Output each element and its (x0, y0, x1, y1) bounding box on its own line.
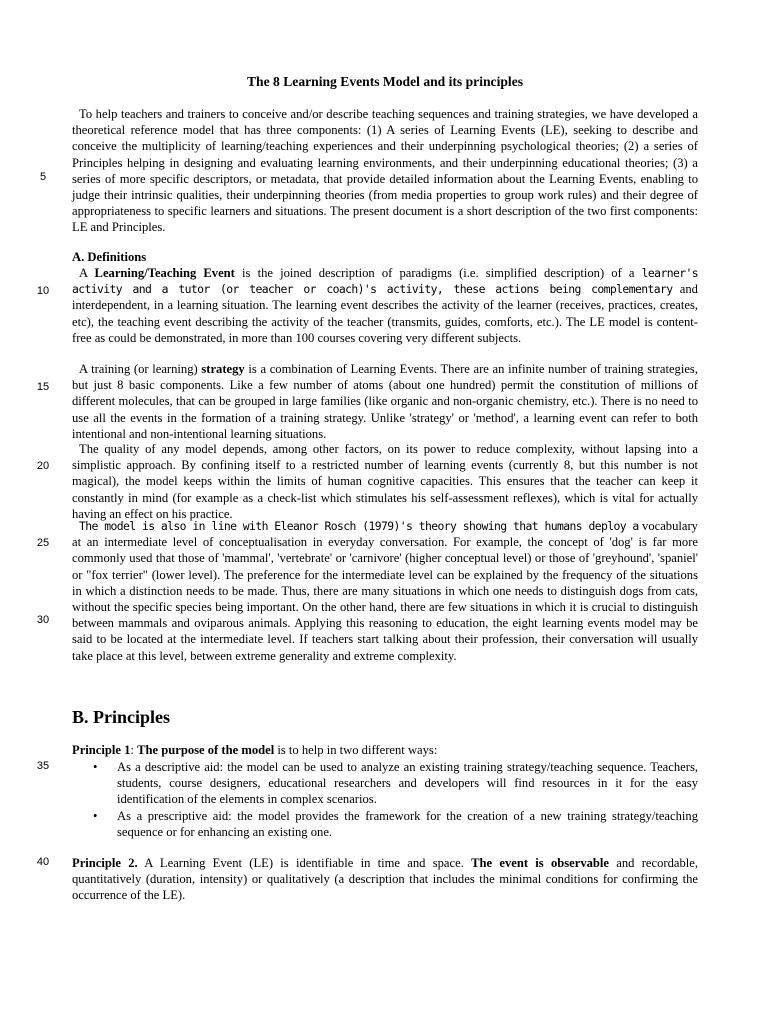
line-number: 10 (36, 285, 50, 297)
line-number: 30 (36, 614, 50, 626)
definition-paragraph-1: A Learning/Teaching Event is the joined description of paradigms (i.e. simplified description) of a learner's activity and a tutor (or teacher or coach)'s activity, these actions being complementary and interdependent, in a learning situation. The learning event describes the activity of the learner (receives, practices, creates, etc), the teaching event describing the activity of the teacher (transmits, guides, comforts, etc.). The LE model is content-free as could be demonstrated, in more than 100 courses covering very different subjects. (72, 266, 698, 345)
list-item: • As a descriptive aid: the model can be used to analyze an existing training strategy/teaching sequence. Teachers, students, course designers, educational researchers and developers will find resources in it for the easy identification of the elements in complex scenarios. (93, 760, 698, 807)
line-number: 40 (36, 856, 50, 868)
line-number: 5 (39, 171, 47, 183)
strategy-term: strategy (201, 362, 245, 376)
line-number: 35 (36, 760, 50, 772)
learning-event-term: Learning/Teaching Event (94, 266, 235, 280)
rosch-paragraph: The model is also in line with Eleanor Rosch (1979)'s theory showing that humans deploy a vocabulary at an intermediate level of conceptualisation in everyday conversation. For example, the concept of 'dog' is far more commonly used that those of 'mammal', 'vertebrate' or 'carnivore' (higher conceptual level) or those of 'greyhound', 'spaniel' or "fox terrier" (lower level). The preference for the intermediate level can be explained by the frequency of the situations in which a distinction needs to be made. Thus, there are many situations in which one needs to distinguish dogs from cats, without the specific species being important. On the other hand, there are few situations in which it is crucial to distinguish between mammals and oviparous animals. Applying this reasoning to education, the eight learning events model may be said to be located at the intermediate level. If teachers start talking about their profession, their conversation will usually take place at this level, between extreme generality and extreme complexity. (72, 519, 698, 663)
bullet-icon: • (93, 760, 98, 774)
definitions-heading: A. Definitions (72, 250, 147, 264)
line-number: 25 (36, 537, 50, 549)
bullet-icon: • (93, 808, 98, 823)
principles-heading: B. Principles (72, 707, 170, 727)
line-number: 15 (36, 381, 50, 393)
principle-1: Principle 1: The purpose of the model is to help in two different ways: (72, 743, 438, 757)
intro-paragraph: To help teachers and trainers to conceive and/or describe teaching sequences and training strategies, we have developed a theoretical reference model that has three components: (1) A series of Learning Events (LE), seeking to describe and conceive the multiplicity of learning/teaching experiences and their underpinning psychological theories; (2) a series of Principles helping in designing and evaluating learning environments, and their underpinning educational theories; (3) a series of more specific descriptors, or metadata, that provide detailed information about the Learning Events, enabling to judge their intrinsic qualities, their underpinning theories (from media properties to group work rules) and their degree of appropriateness to specific learners and situations. The present document is a short description of the two first components: LE and Principles. (72, 107, 698, 235)
document-title: The 8 Learning Events Model and its principles (246, 74, 524, 89)
principle-1-list (72, 759, 698, 840)
principle-2: Principle 2. A Learning Event (LE) is identifiable in time and space. The event is observable and recordable, quantitatively (duration, intensity) or qualitatively (a description that includes the minimal conditions for confirming the occurrence of the LE). (72, 856, 699, 903)
list-item: • As a prescriptive aid: the model provides the framework for the creation of a new training strategy/teaching sequence or for enhancing an existing one. (93, 808, 698, 839)
strategy-paragraph: A training (or learning) strategy is a combination of Learning Events. There are an infinite number of training strategies, but just 8 basic components. Like a few number of atoms (about one hundred) permit the constitution of millions of different molecules, that can be grouped in large families (like organic and non-organic chemistry, etc.). There is no need to use all the events in the formation of a training strategy. Unlike 'strategy' or 'method', a learning event can refer to both intentional and non-intentional learning situations. (72, 362, 698, 441)
line-number: 20 (36, 460, 50, 472)
quality-paragraph: The quality of any model depends, among other factors, on its power to reduce complexity, without lapsing into a simplistic approach. By confining itself to a restricted number of learning events (currently 8, but this number is not magical), the model keeps within the limits of human cognitive capacities. This ensures that the teacher can keep it constantly in mind (for example as a check-list which stimulates his self-assessment reflexes), which is vital for actually having an effect on his practice. (72, 442, 698, 521)
